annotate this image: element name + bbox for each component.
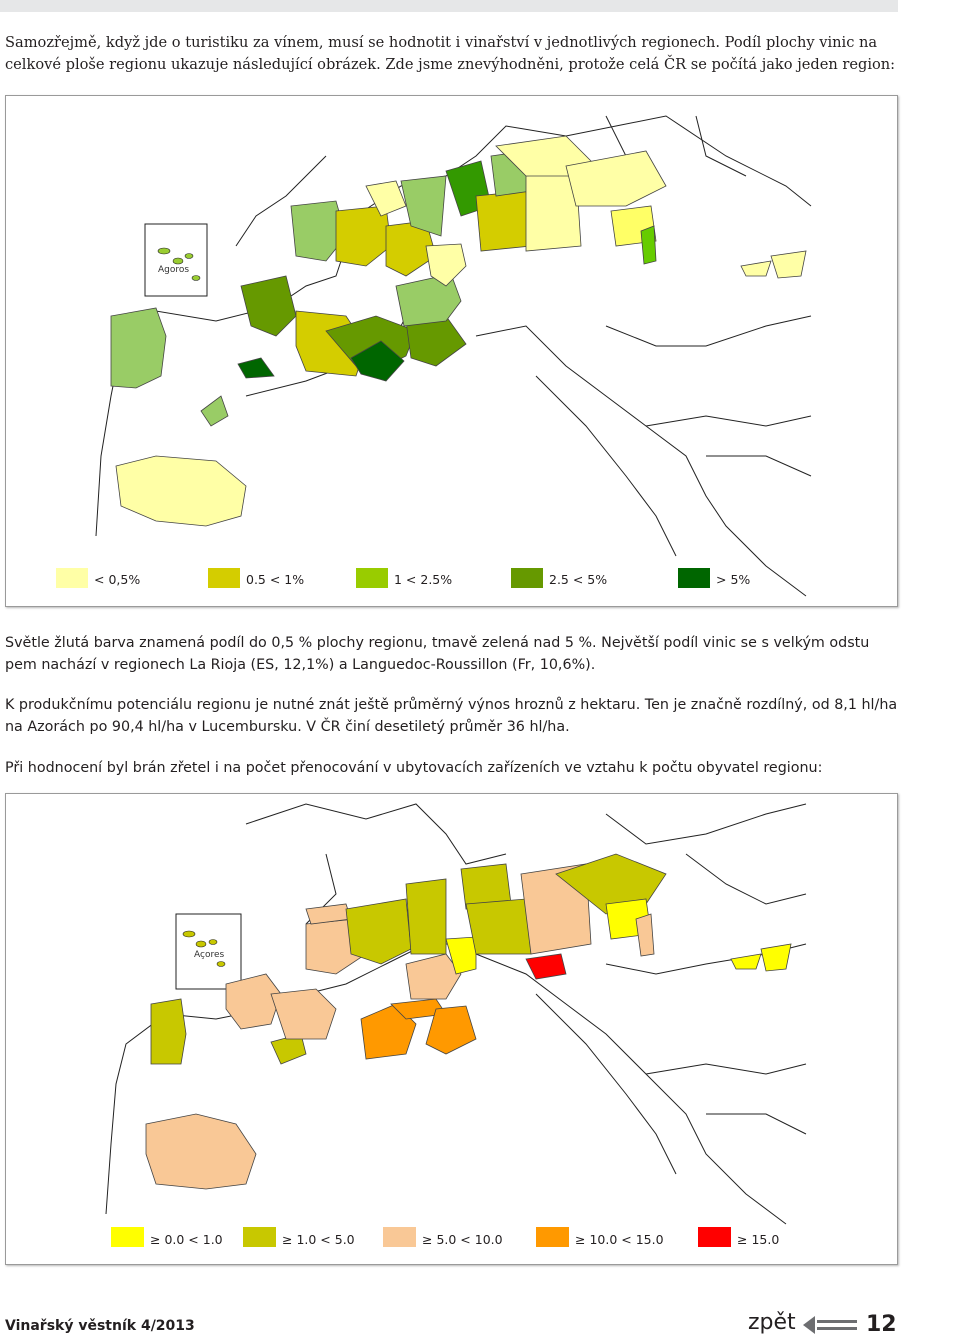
map2-legend bbox=[6, 1230, 897, 1252]
map2-legend-label-5: ≥ 15.0 bbox=[737, 1232, 780, 1247]
svg-text:Agoros: Agoros bbox=[158, 265, 190, 275]
page-number: 12 bbox=[866, 1312, 897, 1337]
map1-legend-label-3: 1 < 2.5% bbox=[394, 572, 453, 587]
paragraph-yield: K produkčnímu potenciálu regionu je nutné znát ještě průměrný výnos hroznů z hektaru. Ten je značně rozdílný, od 8,1 hl/ha na Azorách po 90,4 hl/ha v Lucembursku. V ČR činí desetiletý průměr 36 hl/ha. bbox=[5, 697, 898, 735]
vineyard-share-map bbox=[5, 95, 898, 607]
intro-paragraph: Samozřejmě, když jde o turistiku za vínem, musí se hodnotit i vinařství v jednotlivých regionech. Podíl plochy vinic na celkové ploše regionu ukazuje následující obrázek. Zde jsme znevýhodněni, protože celá ČR se počítá jako jeden region: bbox=[5, 34, 896, 73]
top-bar bbox=[0, 0, 898, 12]
overnight-stays-map-graphic bbox=[6, 794, 897, 1264]
back-arrow-icon[interactable] bbox=[803, 1312, 859, 1338]
vineyard-share-map-graphic bbox=[6, 96, 897, 606]
map2-legend-label-2: ≥ 1.0 < 5.0 bbox=[282, 1232, 355, 1247]
map1-legend-label-2: 0.5 < 1% bbox=[246, 572, 305, 587]
paragraph-legend-explanation: Světle žlutá barva znamená podíl do 0,5 % plochy regionu, tmavě zelená nad 5 %. Největší podíl vinic se s velkým odstu pem nachází v regionech La Rioja (ES, 12,1%) a Languedoc-Roussillon (Fr, 10,6%). bbox=[5, 635, 870, 673]
map2-legend-label-3: ≥ 5.0 < 10.0 bbox=[422, 1232, 503, 1247]
paragraph-overnight-stays: Při hodnocení byl brán zřetel i na počet přenocování v ubytovacích zařízeních ve vztahu k počtu obyvatel regionu: bbox=[5, 760, 823, 776]
map2-legend-label-4: ≥ 10.0 < 15.0 bbox=[575, 1232, 664, 1247]
map2-legend-label-1: ≥ 0.0 < 1.0 bbox=[150, 1232, 223, 1247]
map1-legend bbox=[6, 570, 897, 592]
publication-title: Vinařský věstník 4/2013 bbox=[5, 1318, 195, 1334]
map1-legend-label-4: 2.5 < 5% bbox=[549, 572, 608, 587]
map1-legend-label-1: < 0,5% bbox=[94, 572, 141, 587]
map1-legend-label-5: > 5% bbox=[716, 572, 751, 587]
svg-text:Açores: Açores bbox=[194, 950, 225, 960]
overnight-stays-map bbox=[5, 793, 898, 1265]
back-link[interactable]: zpět bbox=[748, 1310, 796, 1335]
